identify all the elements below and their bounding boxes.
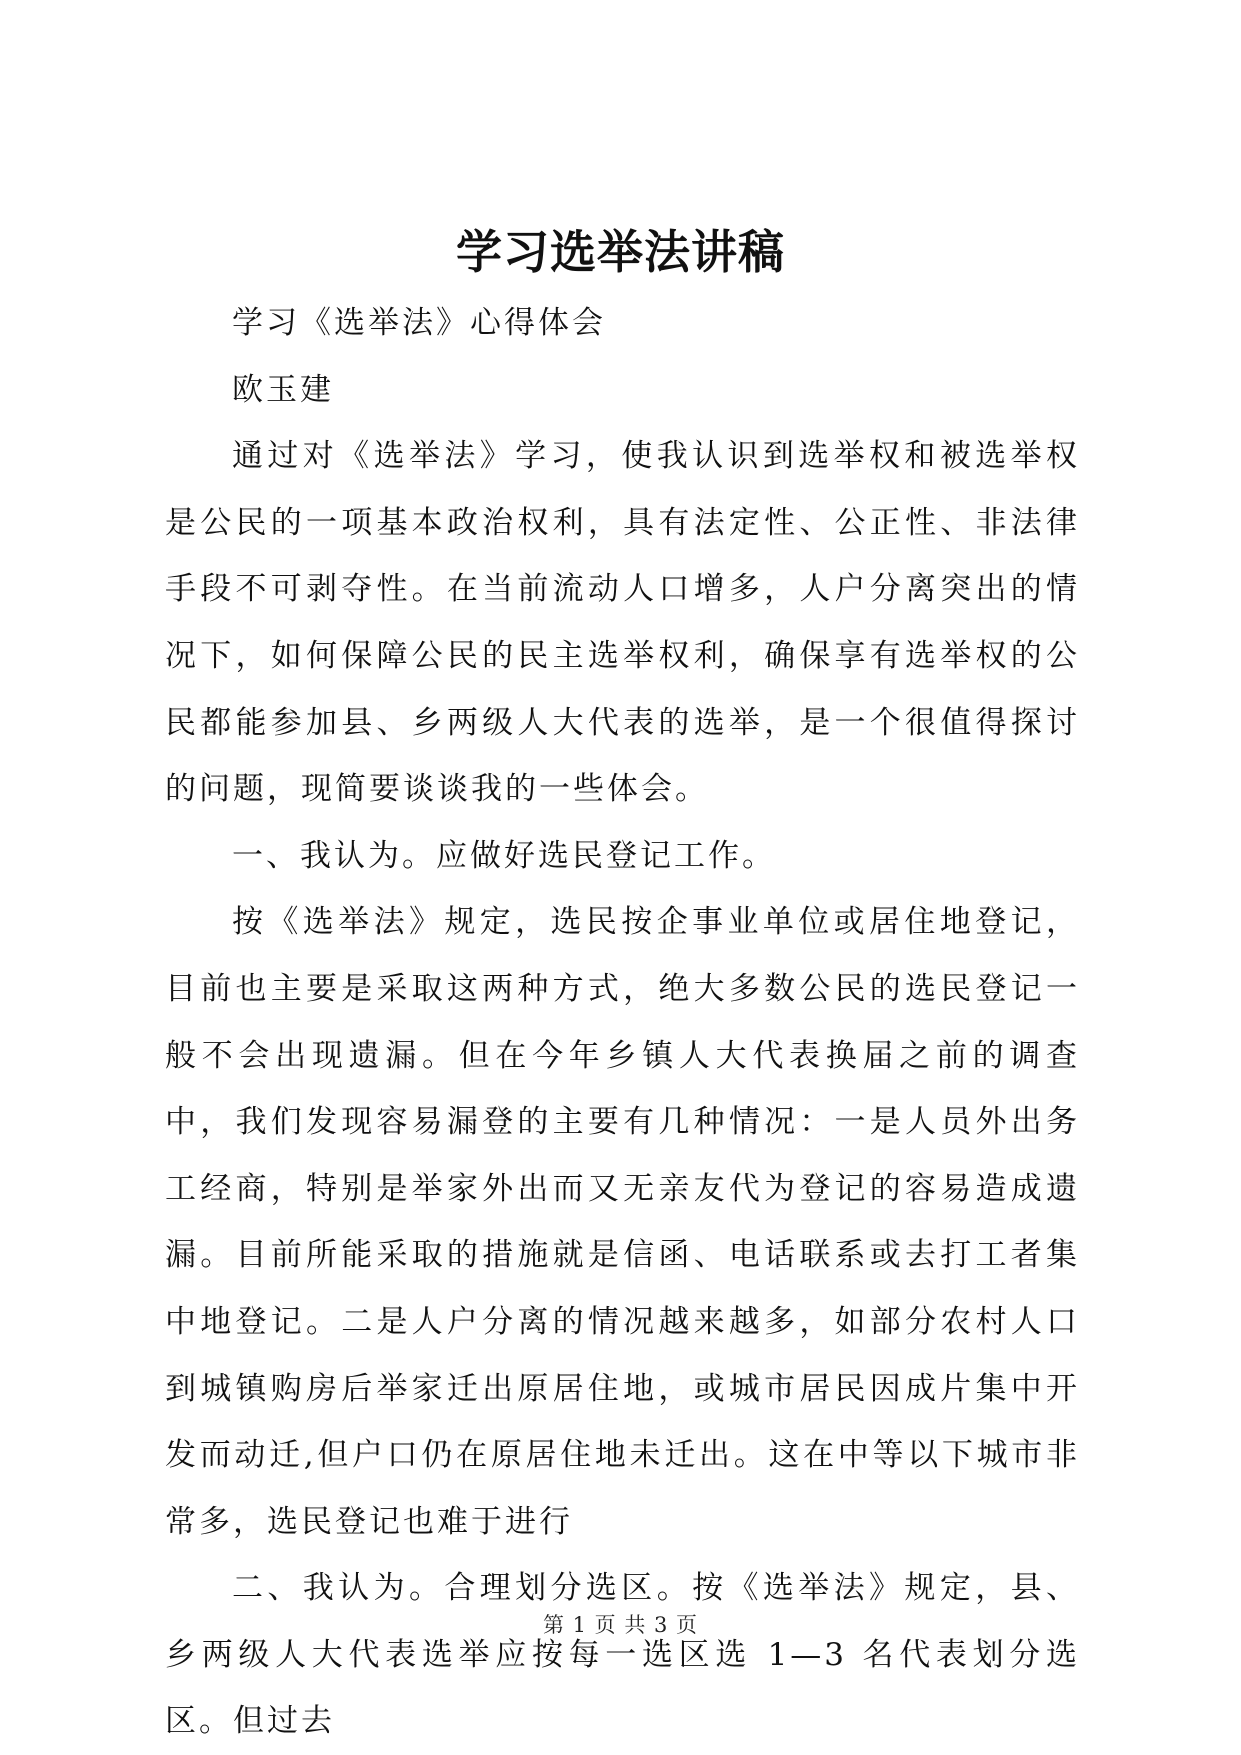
page-number-footer: 第 1 页 共 3 页: [542, 1613, 699, 1637]
paragraph-voter-registration: 按《选举法》规定，选民按企事业单位或居住地登记，目前也主要是采取这两种方式，绝大多数公民的选民登记一般不会出现遗漏。但在今年乡镇人大代表换届之前的调查中，我们发现容易漏登的主要有几种情况：一是人员外出务工经商，特别是举家外出而又无亲友代为登记的容易造成遗漏。目前所能采取的措施就是信函、电话联系或去打工者集中地登记。二是人户分离的情况越来越多，如部分农村人口到城镇购房后举家迁出原居住地，或城市居民因成片集中开发而动迁,但户口仍在原居住地未迁出。这在中等以下城市非常多，选民登记也难于进行: [165, 904, 1080, 1540]
paragraph-author: 欧玉建: [232, 371, 334, 408]
paragraph-intro: 通过对《选举法》学习，使我认识到选举权和被选举权是公民的一项基本政治权利，具有法定性、公正性、非法律手段不可剥夺性。在当前流动人口增多，人户分离突出的情况下，如何保障公民的民主选举权利，确保享有选举权的公民都能参加县、乡两级人大代表的选举，是一个很值得探讨的问题，现简要谈谈我的一些体会。: [165, 438, 1080, 808]
document-title: 学习选举法讲稿: [456, 225, 785, 279]
paragraph-subtitle: 学习《选举法》心得体会: [232, 305, 606, 341]
paragraph-heading-1: 一、我认为。应做好选民登记工作。: [232, 837, 776, 874]
paragraph-heading-2: 二、我认为。合理划分选区。按《选举法》规定，县、乡两级人大代表选举应按每一选区选 1—3 名代表划分选区。但过去: [165, 1570, 1080, 1740]
document-body: [165, 290, 1080, 1755]
